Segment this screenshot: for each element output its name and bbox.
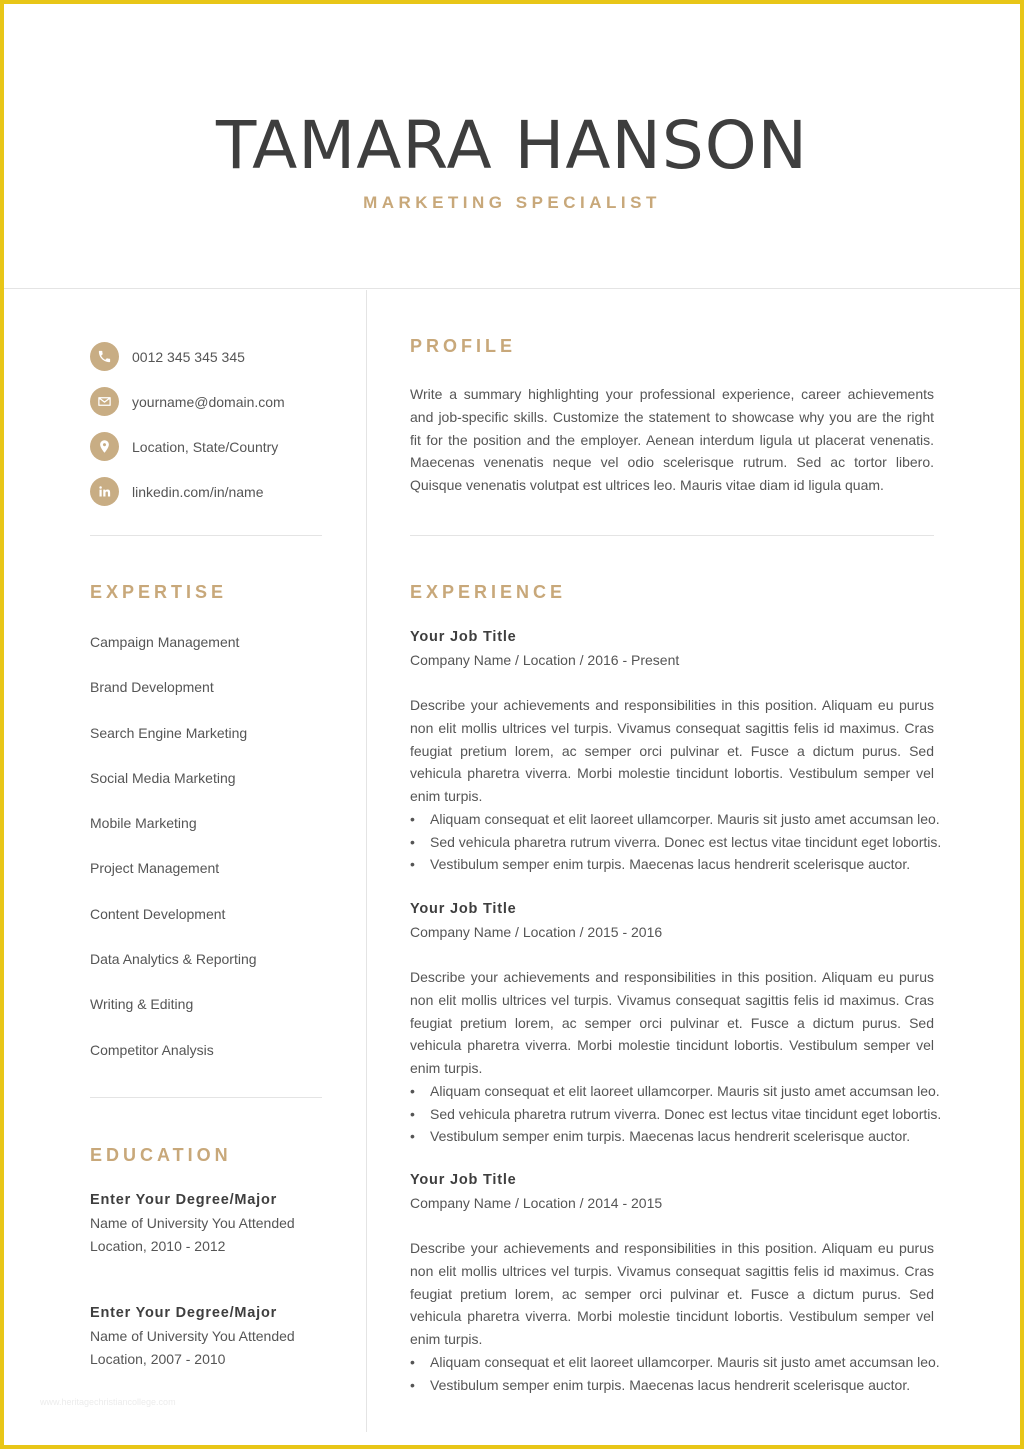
job-title: Your Job Title: [410, 629, 517, 645]
left-divider-2: [90, 1097, 322, 1098]
education-location-dates: Location, 2010 - 2012: [90, 1238, 226, 1254]
list-item: • Aliquam consequat et elit laoreet ullamcorper. Mauris sit justo amet accumsan leo.: [410, 1351, 934, 1374]
list-item: Content Development: [90, 905, 226, 922]
education-degree: Enter Your Degree/Major: [90, 1305, 278, 1321]
job-company-meta: Company Name / Location / 2016 - Present: [410, 652, 680, 668]
experience-entry: [410, 626, 942, 876]
column-divider: [366, 290, 367, 1432]
contact-location-text: Location, State/Country: [132, 438, 279, 455]
candidate-name: TAMARA HANSON: [215, 107, 809, 184]
right-divider: [410, 535, 934, 536]
list-item: • Vestibulum semper enim turpis. Maecenas lacus hendrerit scelerisque auctor.: [410, 853, 934, 876]
resume-page: [4, 4, 1020, 1445]
expertise-heading: EXPERTISE: [90, 582, 228, 602]
job-description: Describe your achievements and responsibilities in this position. Aliquam eu purus non elit mollis ultrices vel turpis. Vivamus consequat sagittis felis id maximus. Cras feugiat pretium lorem, ac semper orci pulvinar et. Fusce a dictum purus. Sed vehicula pharetra viverra. Morbi molestie tincidunt lobortis. Vestibulum semper vel enim turpis.: [410, 1240, 934, 1348]
profile-summary: Write a summary highlighting your professional experience, career achievements and job-specific skills. Customize the statement to showcase why you are the right fit for the position and the employer. Aenean interdum ligula ut placerat venenatis. Maecenas venenatis neque vel odio scelerisque rutrum. Sed ac tortor libero. Quisque venenatis volutpat est ultrices leo. Mauris vitae diam id ligula quam.: [410, 386, 934, 494]
contact-linkedin: [90, 469, 330, 514]
expertise-list: [90, 630, 350, 1083]
left-divider-1: [90, 535, 322, 536]
job-company-meta: Company Name / Location / 2014 - 2015: [410, 1195, 663, 1211]
linkedin-icon: [90, 477, 119, 506]
location-pin-icon: [90, 432, 119, 461]
job-description: Describe your achievements and responsibilities in this position. Aliquam eu purus non elit mollis ultrices vel turpis. Vivamus consequat sagittis felis id maximus. Cras feugiat pretium lorem, ac semper orci pulvinar et. Fusce a dictum purus. Sed vehicula pharetra viverra. Morbi molestie tincidunt lobortis. Vestibulum semper vel enim turpis.: [410, 969, 934, 1077]
list-item: Project Management: [90, 860, 220, 877]
job-title: Your Job Title: [410, 1172, 517, 1188]
watermark: www.heritagechristiancollege.com: [40, 1397, 176, 1407]
profile-heading: PROFILE: [410, 336, 517, 356]
job-description: Describe your achievements and responsibilities in this position. Aliquam eu purus non elit mollis ultrices vel turpis. Vivamus consequat sagittis felis id maximus. Cras feugiat pretium lorem, ac semper orci pulvinar et. Fusce a dictum purus. Sed vehicula pharetra viverra. Morbi molestie tincidunt lobortis. Vestibulum semper vel enim turpis.: [410, 697, 934, 805]
education-entry: [90, 1189, 350, 1258]
contact-email-text: yourname@domain.com: [132, 393, 285, 410]
list-item: Brand Development: [90, 679, 214, 696]
phone-icon: [90, 342, 119, 371]
list-item: Social Media Marketing: [90, 769, 236, 786]
job-bullet-list: [410, 808, 942, 876]
list-item: • Sed vehicula pharetra rutrum viverra. Donec est lectus vitae tincidunt eget lobortis.: [410, 831, 934, 854]
list-item: • Aliquam consequat et elit laoreet ullamcorper. Mauris sit justo amet accumsan leo.: [410, 1080, 934, 1103]
contact-location: [90, 424, 330, 469]
list-item: • Vestibulum semper enim turpis. Maecenas lacus hendrerit scelerisque auctor.: [410, 1125, 934, 1148]
list-item: • Sed vehicula pharetra rutrum viverra. Donec est lectus vitae tincidunt eget lobortis.: [410, 1103, 934, 1126]
list-item: Campaign Management: [90, 634, 240, 650]
education-school: Name of University You Attended: [90, 1215, 295, 1231]
education-school: Name of University You Attended: [90, 1328, 295, 1344]
education-entry: [90, 1302, 350, 1371]
contact-linkedin-text: linkedin.com/in/name: [132, 483, 264, 500]
education-heading: EDUCATION: [90, 1145, 232, 1165]
job-bullet-list: [410, 1080, 942, 1148]
list-item: Competitor Analysis: [90, 1041, 214, 1058]
resume-header: [4, 4, 1020, 289]
list-item: Data Analytics & Reporting: [90, 951, 257, 968]
contact-list: [90, 334, 330, 514]
experience-entry: [410, 1169, 940, 1396]
list-item: • Aliquam consequat et elit laoreet ullamcorper. Mauris sit justo amet accumsan leo.: [410, 808, 934, 831]
experience-heading: EXPERIENCE: [410, 582, 567, 602]
contact-email: [90, 379, 330, 424]
job-company-meta: Company Name / Location / 2015 - 2016: [410, 924, 663, 940]
education-degree: Enter Your Degree/Major: [90, 1192, 278, 1208]
candidate-role: MARKETING SPECIALIST: [363, 193, 661, 212]
envelope-icon: [90, 387, 119, 416]
contact-phone: [90, 334, 330, 379]
contact-phone-text: 0012 345 345 345: [132, 348, 245, 365]
job-title: Your Job Title: [410, 901, 517, 917]
experience-entry: [410, 898, 942, 1148]
education-location-dates: Location, 2007 - 2010: [90, 1351, 226, 1367]
list-item: Mobile Marketing: [90, 815, 197, 832]
list-item: Writing & Editing: [90, 996, 194, 1013]
list-item: • Vestibulum semper enim turpis. Maecenas lacus hendrerit scelerisque auctor.: [410, 1374, 934, 1397]
list-item: Search Engine Marketing: [90, 724, 248, 741]
job-bullet-list: [410, 1351, 940, 1396]
